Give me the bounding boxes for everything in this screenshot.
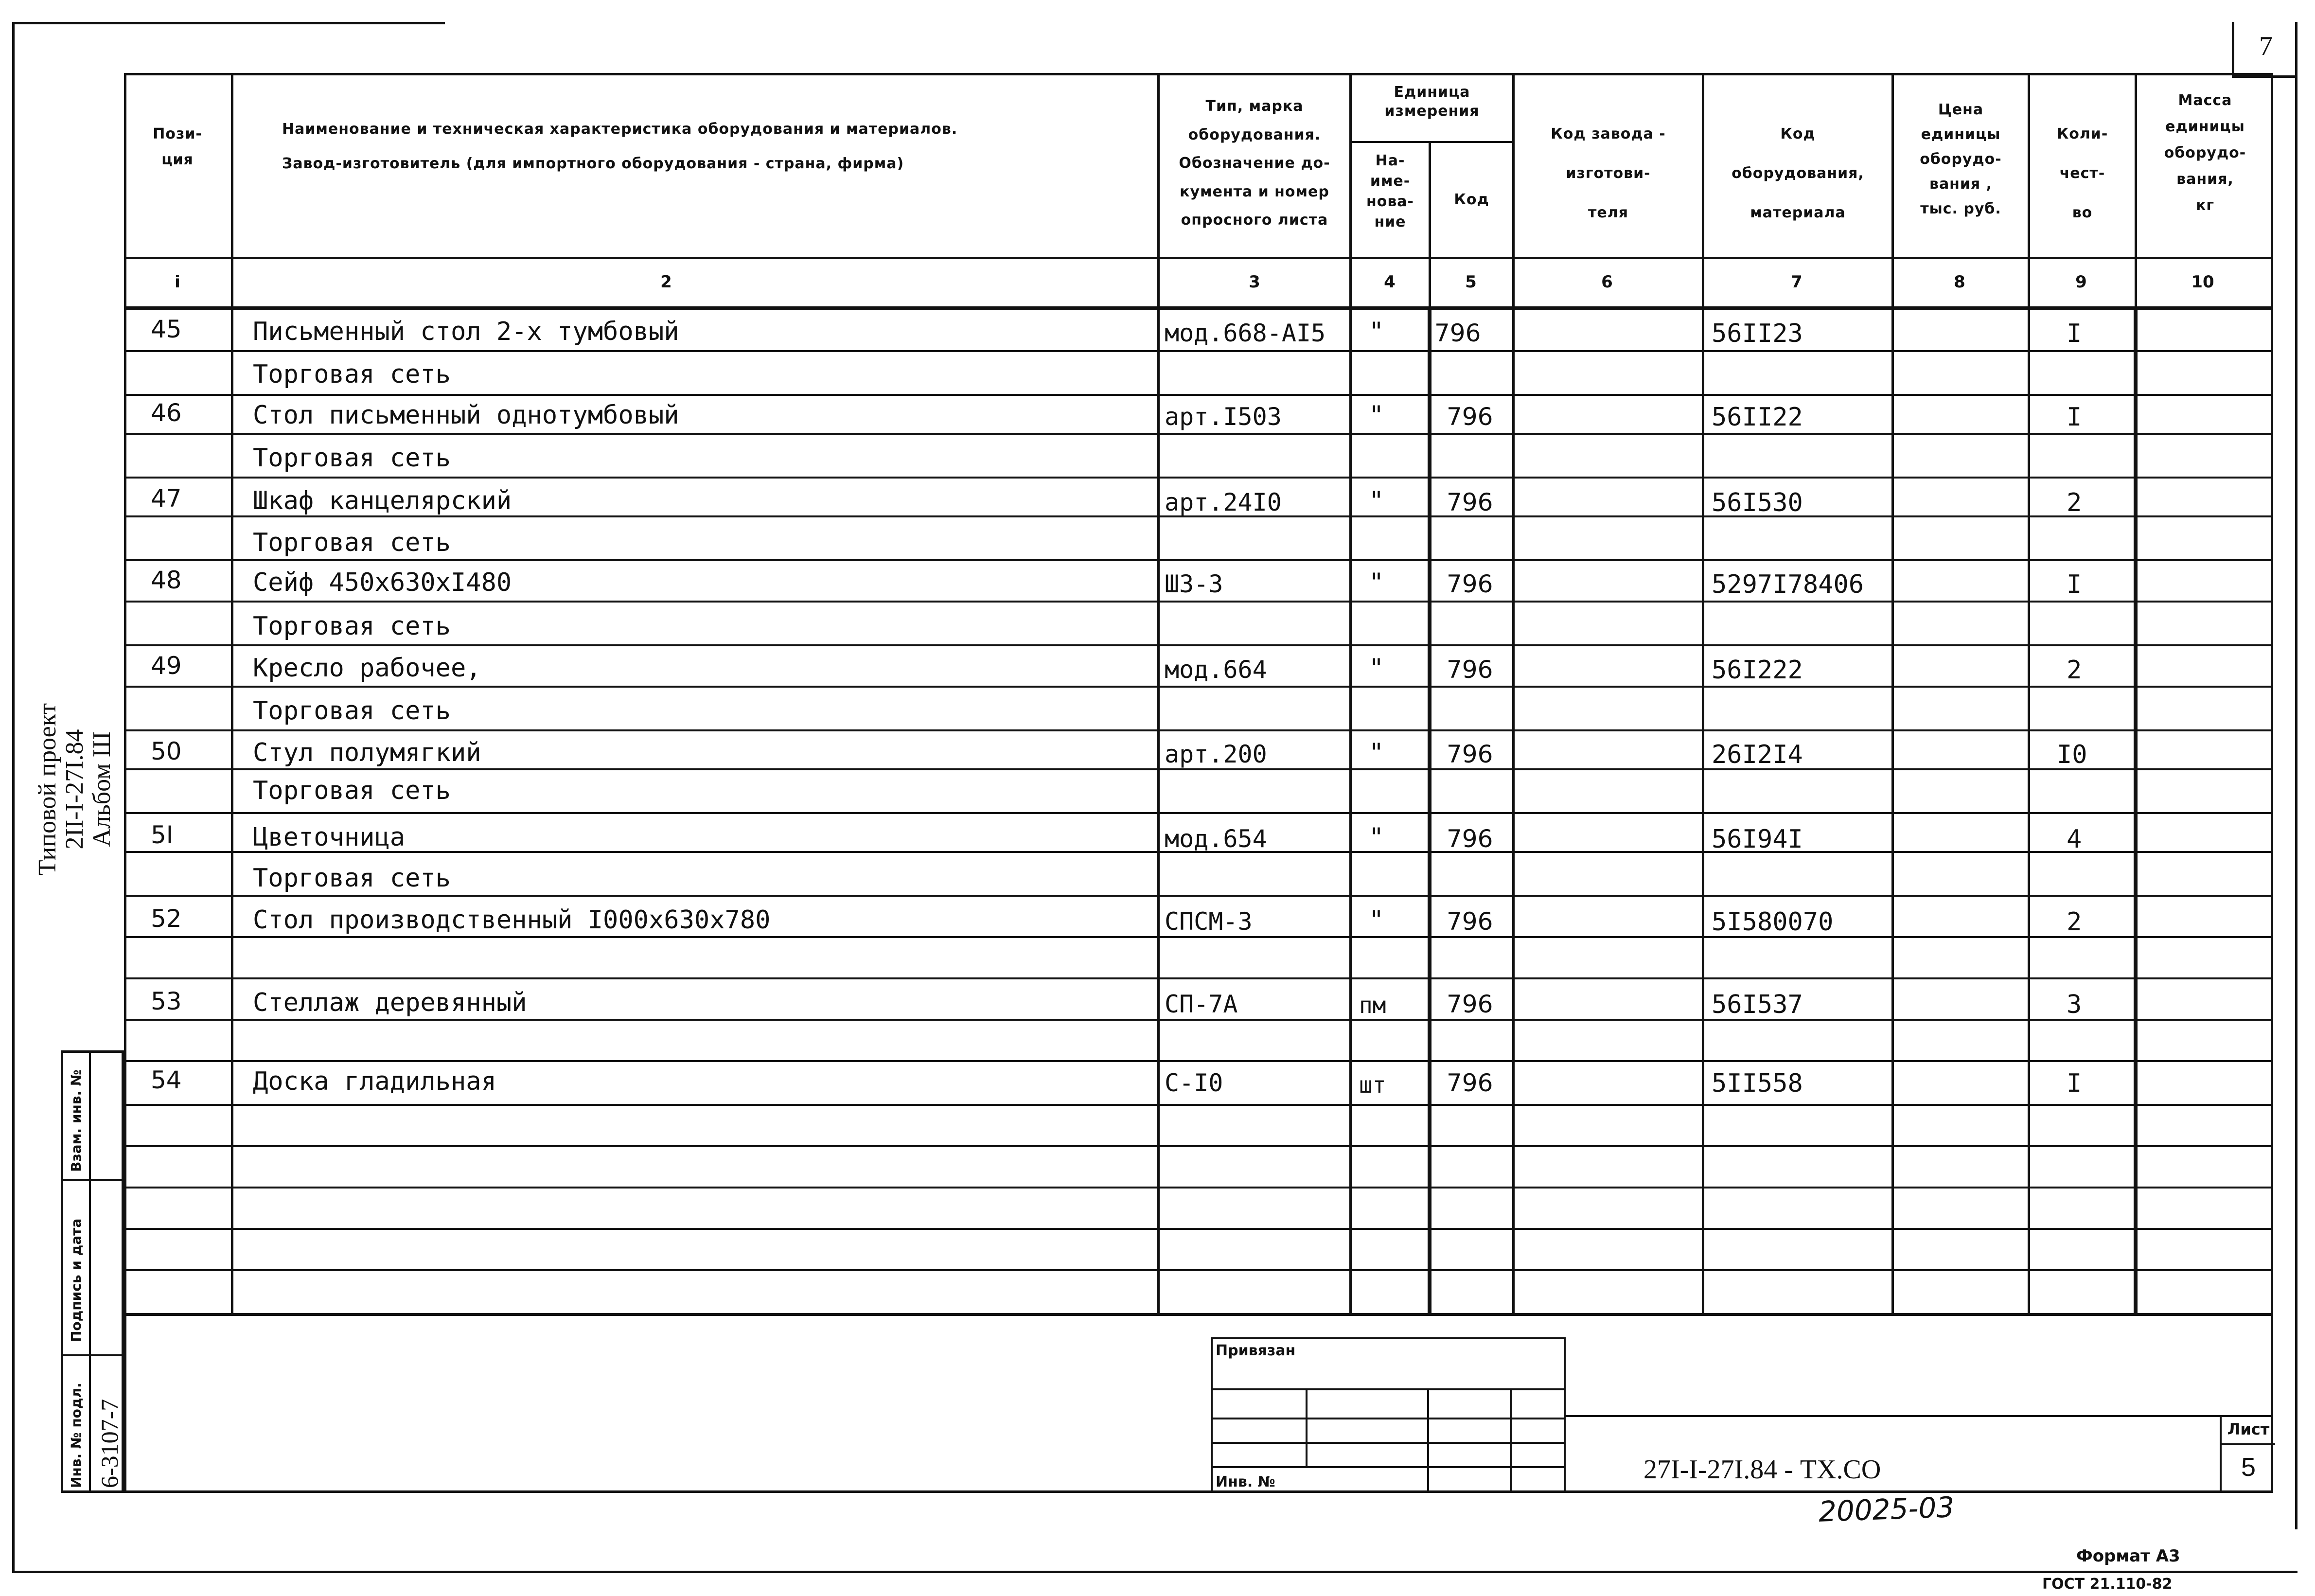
cell-qty: 2 [2067, 488, 2082, 517]
hdr-price-2: единицы [1921, 126, 2001, 143]
side-inv-podl: Инв. № подл. [68, 1383, 84, 1488]
cell-pos: 53 [151, 987, 182, 1015]
hdr-equip-3: материала [1750, 204, 1846, 221]
hdr-mass-4: вания, [2176, 171, 2234, 188]
side-title-line1: Типовой проект [34, 703, 61, 875]
cell-name: Шкаф канцелярский [253, 486, 512, 515]
colnum-7: 7 [1791, 272, 1803, 292]
cell-qty: I [2067, 319, 2082, 348]
colnum-2: 2 [660, 272, 672, 292]
hdr-unit-name-1: На- [1375, 152, 1405, 169]
hdr-price-3: оборудо- [1920, 151, 2002, 168]
colnum-9: 9 [2075, 272, 2087, 292]
row-line [124, 1019, 2273, 1021]
side-project-title [34, 703, 116, 875]
hdr-equip-1: Код [1780, 125, 1816, 142]
cell-type: ШЗ-3 [1165, 570, 1223, 598]
cell-pos: 46 [151, 399, 182, 427]
row-line [124, 1104, 2273, 1106]
cell-name: Стул полумягкий [253, 738, 481, 767]
cell-type: мод.654 [1165, 825, 1267, 853]
side-inv-podl-value: 6-3107-7 [96, 1399, 123, 1488]
header-bottom-line [124, 257, 2273, 259]
cell-type: арт.200 [1165, 740, 1267, 768]
side-stamp-line [61, 1354, 124, 1356]
col-line-1 [231, 73, 233, 1315]
cell-sub: Торговая сеть [253, 776, 451, 805]
hdr-pos-1: Пози- [153, 125, 202, 142]
cell-qty: 4 [2067, 825, 2082, 854]
cell-type: СПСМ-3 [1165, 907, 1253, 936]
hdr-unit-name-2: име- [1370, 173, 1411, 190]
row-line [124, 936, 2273, 938]
frame-top-line [12, 22, 445, 24]
colnum-8: 8 [1954, 272, 1965, 292]
hdr-price-1: Цена [1938, 101, 1984, 118]
row-line [124, 1060, 2273, 1062]
corner-sheet-number: 7 [2259, 31, 2273, 61]
hdr-type-5: опросного листа [1181, 212, 1328, 229]
inv-no-label: Инв. № [1216, 1473, 1275, 1490]
side-sign-date: Подпись и дата [68, 1218, 84, 1342]
col-line-3 [1349, 73, 1352, 1315]
row-line [124, 350, 2273, 352]
frame-bottom-line [12, 1571, 2297, 1573]
cell-unit: " [1369, 401, 1384, 430]
stamp-line [1211, 1388, 1566, 1390]
cell-name: Стеллаж деревянный [253, 988, 527, 1017]
cell-unit: " [1369, 823, 1384, 852]
hdr-factory-2: изготови- [1566, 165, 1651, 182]
col-line-2 [1157, 73, 1160, 1315]
cell-name: Цветочница [253, 823, 406, 852]
cell-sub: Торговая сеть [253, 443, 451, 473]
cell-code: 796 [1447, 570, 1493, 598]
hdr-pos-2: ция [161, 151, 194, 168]
row-line [124, 686, 2273, 688]
cell-pos: 5I [151, 821, 174, 849]
side-zam-inv: Взам. инв. № [68, 1069, 84, 1172]
hdr-name [282, 117, 1148, 176]
cell-pos: 45 [151, 315, 182, 343]
cell-qty: I0 [2057, 740, 2087, 769]
row-line [124, 729, 2273, 731]
colnum-4: 4 [1384, 272, 1396, 292]
list-number: 5 [2222, 1443, 2275, 1482]
hdr-price-5: тыс. руб. [1920, 200, 2001, 217]
colnum-5: 5 [1465, 272, 1477, 292]
col-line-8 [2028, 73, 2030, 1315]
row-line [124, 977, 2273, 979]
hdr-equip [1704, 114, 1891, 232]
cell-code: 796 [1447, 403, 1493, 431]
side-stamp-divider [89, 1050, 91, 1493]
cell-type: С-I0 [1165, 1069, 1223, 1097]
cell-sub: Торговая сеть [253, 528, 451, 557]
cell-equip: 56I530 [1712, 488, 1803, 517]
cell-pos: 49 [151, 652, 182, 680]
cell-equip: 26I2I4 [1712, 740, 1803, 769]
format-label: Формат А3 [2076, 1546, 2180, 1566]
hdr-qty-2: чест- [2059, 165, 2105, 182]
privyazan-label: Привязан [1216, 1342, 1296, 1359]
cell-unit: " [1369, 654, 1384, 683]
cell-qty: 2 [2067, 907, 2082, 937]
cell-qty: 3 [2067, 990, 2082, 1019]
cell-pos: 48 [151, 566, 182, 594]
cell-unit: " [1369, 568, 1384, 597]
cell-qty: 2 [2067, 656, 2082, 685]
cell-equip: 56II22 [1712, 403, 1803, 432]
hdr-name-2: Завод-изготовитель (для импортного оборудования - страна, фирма) [282, 155, 904, 172]
cell-qty: I [2067, 403, 2082, 432]
list-box [2220, 1415, 2275, 1493]
list-label: Лист [2227, 1420, 2270, 1438]
cell-name: Стол производственный I000х630х780 [253, 905, 771, 935]
hdr-factory [1515, 114, 1702, 232]
hdr-factory-1: Код завода - [1551, 125, 1666, 142]
doc-code: 27I-I-27I.84 - ТХ.СО [1643, 1454, 1881, 1485]
colnum-6: 6 [1601, 272, 1613, 292]
cell-pos: 52 [151, 904, 182, 933]
side-title-line2: 2II-I-27I.84 [61, 729, 88, 850]
colnum-bottom-line [124, 306, 2273, 310]
row-line [124, 895, 2273, 897]
hdr-pos [124, 122, 231, 173]
cell-type: мод.664 [1165, 656, 1267, 684]
hdr-equip-2: оборудования, [1732, 165, 1864, 182]
cell-sub: Торговая сеть [253, 696, 451, 726]
cell-equip: 56II23 [1712, 319, 1803, 348]
hdr-qty-1: Коли- [2056, 125, 2108, 142]
side-stamp-line [61, 1179, 124, 1181]
col-line-5 [1512, 73, 1515, 1315]
cell-equip: 56I94I [1712, 825, 1803, 854]
row-line [124, 477, 2273, 479]
cell-unit: пм [1359, 992, 1386, 1018]
cell-unit: " [1369, 317, 1384, 346]
row-line [124, 394, 2273, 396]
cell-code: 796 [1447, 740, 1493, 768]
corner-box [2232, 22, 2297, 78]
stamp-line [1211, 1466, 1566, 1468]
cell-unit: " [1369, 905, 1384, 935]
hdr-mass-1: Масса [2178, 92, 2232, 109]
hdr-type-3: Обозначение до- [1179, 155, 1330, 172]
cell-equip: 5297I78406 [1712, 570, 1864, 599]
cell-equip: 56I222 [1712, 656, 1803, 685]
hdr-price-4: вания , [1929, 176, 1993, 193]
hdr-price [1894, 97, 2028, 221]
hdr-unit-name-3: нова- [1366, 193, 1414, 210]
colnum-3: 3 [1249, 272, 1260, 292]
cell-code: 796 [1447, 990, 1493, 1018]
bold-line-a [1428, 306, 1431, 1315]
row-line [124, 1228, 2273, 1230]
gost-label: ГОСТ 21.110-82 [2042, 1576, 2173, 1593]
handwritten-number: 20025-03 [1818, 1490, 1955, 1528]
hdr-unit-name-4: ние [1374, 213, 1406, 231]
cell-code: 796 [1447, 656, 1493, 684]
cell-type: мод.668-AI5 [1165, 319, 1326, 347]
cell-sub: Торговая сеть [253, 360, 451, 389]
cell-type: арт.I503 [1165, 403, 1282, 431]
hdr-mass-3: оборудо- [2164, 144, 2246, 161]
privyazan-frame [1211, 1337, 1566, 1493]
hdr-mass-2: единицы [2165, 118, 2245, 135]
hdr-unit-name [1352, 151, 1429, 232]
row-line [124, 768, 2273, 770]
cell-pos: 50 [151, 737, 182, 765]
row-line [124, 1145, 2273, 1147]
colnum-1: i [175, 272, 180, 292]
cell-type: СП-7А [1165, 990, 1238, 1018]
cell-type: арт.24I0 [1165, 488, 1282, 516]
hdr-name-1: Наименование и техническая характеристика оборудования и материалов. [282, 121, 958, 138]
hdr-mass [2137, 88, 2273, 219]
cell-qty: I [2067, 570, 2082, 599]
cell-sub: Торговая сеть [253, 612, 451, 641]
cell-unit: " [1369, 738, 1384, 767]
frame-right-line [2295, 22, 2297, 1529]
row-line [124, 644, 2273, 646]
cell-equip: 5II558 [1712, 1069, 1803, 1098]
frame-left-line [12, 22, 15, 1573]
hdr-type-4: кумента и номер [1180, 183, 1329, 200]
cell-name: Стол письменный однотумбовый [253, 401, 679, 430]
side-title-line3: Альбом Ш [88, 731, 116, 847]
cell-name: Доска гладильная [253, 1067, 496, 1096]
stamp-vline [1427, 1388, 1429, 1493]
row-line [124, 812, 2273, 814]
hdr-factory-3: теля [1588, 204, 1628, 221]
stamp-vline [1306, 1388, 1308, 1466]
hdr-type-2: оборудования. [1188, 126, 1321, 143]
stamp-line [1211, 1442, 1566, 1444]
cell-code: 796 [1447, 488, 1493, 516]
cell-unit: " [1369, 486, 1384, 515]
row-line [124, 1269, 2273, 1271]
cell-name: Письменный стол 2-х тумбовый [253, 317, 679, 346]
colnum-10: 10 [2191, 272, 2214, 292]
col-line-7 [1891, 73, 1894, 1315]
cell-unit: шт [1359, 1072, 1386, 1098]
row-line [124, 601, 2273, 603]
cell-sub: Торговая сеть [253, 864, 451, 893]
cell-code: 796 [1434, 319, 1481, 347]
hdr-unit-code: Код [1454, 191, 1489, 208]
hdr-mass-5: кг [2195, 197, 2215, 214]
bold-line-b [2134, 306, 2138, 1315]
cell-code: 796 [1447, 825, 1493, 853]
row-line [124, 559, 2273, 561]
cell-equip: 56I537 [1712, 990, 1803, 1019]
hdr-type-1: Тип, марка [1205, 98, 1304, 115]
cell-equip: 5I580070 [1712, 907, 1834, 937]
stamp-line [1566, 1415, 2273, 1417]
stamp-line [1211, 1418, 1566, 1419]
cell-pos: 54 [151, 1066, 182, 1094]
cell-qty: I [2067, 1069, 2082, 1098]
cell-code: 796 [1447, 907, 1493, 936]
cell-name: Кресло рабочее, [253, 654, 481, 683]
cell-pos: 47 [151, 484, 182, 513]
stamp-vline [1510, 1388, 1512, 1493]
hdr-qty [2030, 114, 2135, 232]
row-line [124, 433, 2273, 435]
cell-name: Сейф 450х630хI480 [253, 568, 512, 597]
hdr-type [1160, 92, 1349, 235]
row-line [124, 1187, 2273, 1188]
hdr-qty-3: во [2072, 204, 2093, 221]
hdr-unit: Единица измерения [1384, 84, 1480, 120]
col-line-6 [1702, 73, 1704, 1315]
row-line-bold [124, 1313, 2273, 1316]
cell-code: 796 [1447, 1069, 1493, 1097]
